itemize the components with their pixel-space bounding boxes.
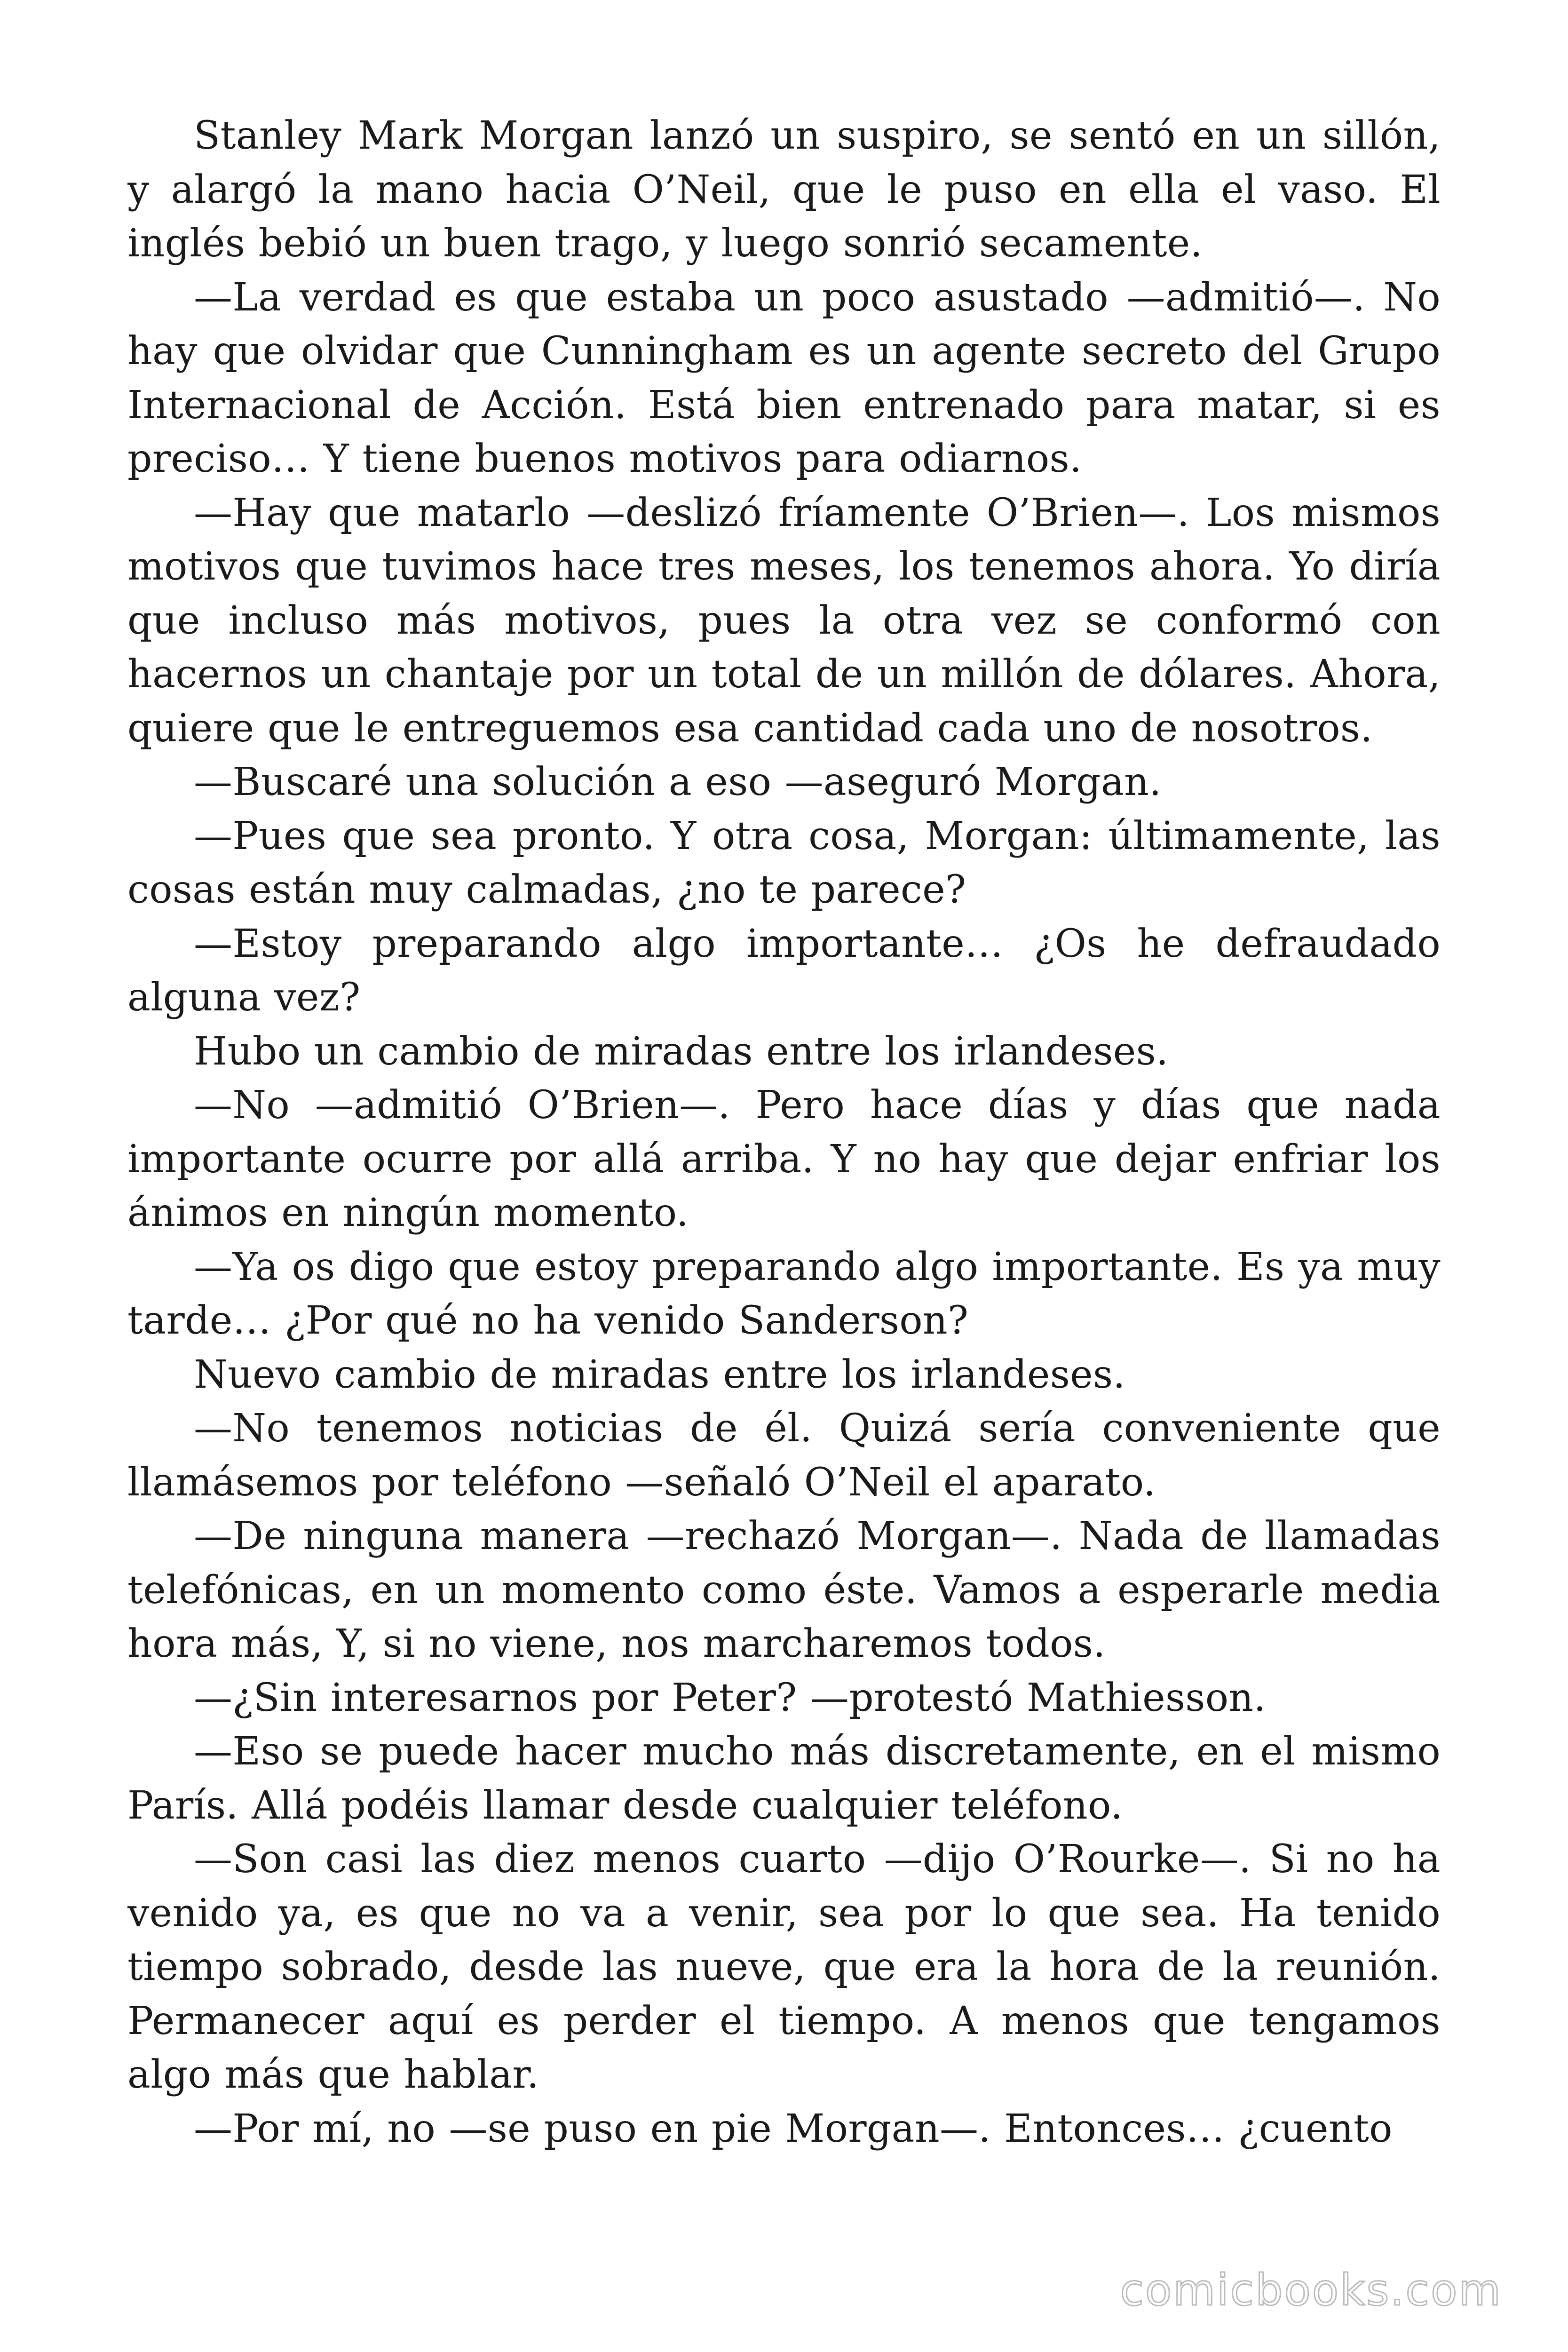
- paragraph: —Buscaré una solución a eso —aseguró Morgan.: [194, 760, 1162, 804]
- watermark: comicbooks.com: [1120, 2265, 1502, 2315]
- paragraph: Stanley Mark Morgan lanzó un suspiro, se sentó en un sillón, y alargó la mano hacia O’Neil, que le puso en ella el vaso. El inglés bebió un buen trago, y luego sonrió secamente.: [127, 113, 1441, 266]
- paragraph: —Estoy preparando algo importante… ¿Os he defraudado alguna vez?: [127, 921, 1441, 1020]
- paragraph: —Eso se puede hacer mucho más discretamente, en el mismo París. Allá podéis llamar desde cualquier teléfono.: [127, 1729, 1441, 1828]
- paragraph: —¿Sin interesarnos por Peter? —protestó Mathiesson.: [194, 1675, 1266, 1720]
- paragraph: —Son casi las diez menos cuarto —dijo O’Rourke—. Si no ha venido ya, es que no va a venir, sea por lo que sea. Ha tenido tiempo sobrado, desde las nueve, que era la hora de la reunión. Permanecer aquí es perder el tiempo. A menos que tengamos algo más que hablar.: [127, 1837, 1441, 2097]
- paragraph: —No tenemos noticias de él. Quizá sería conveniente que llamásemos por teléfono —señaló O’Neil el aparato.: [127, 1406, 1441, 1505]
- paragraph: —No —admitió O’Brien—. Pero hace días y días que nada importante ocurre por allá arriba. Y no hay que dejar enfriar los ánimos en ningún momento.: [127, 1083, 1441, 1235]
- paragraph: —Hay que matarlo —deslizó fríamente O’Brien—. Los mismos motivos que tuvimos hace tres meses, los tenemos ahora. Yo diría que incluso más motivos, pues la otra vez se conformó con hacernos un chantaje por un total de un millón de dólares. Ahora, quiere que le entreguemos esa cantidad cada uno de nosotros.: [127, 490, 1441, 751]
- paragraph: —Por mí, no —se puso en pie Morgan—. Entonces… ¿cuento: [194, 2106, 1393, 2151]
- book-page-text: [127, 109, 1441, 2198]
- paragraph: Nuevo cambio de miradas entre los irlandeses.: [194, 1352, 1125, 1397]
- paragraph: —De ninguna manera —rechazó Morgan—. Nada de llamadas telefónicas, en un momento como éste. Vamos a esperarle media hora más, Y, si no viene, nos marcharemos todos.: [127, 1514, 1441, 1666]
- paragraph: —Pues que sea pronto. Y otra cosa, Morgan: últimamente, las cosas están muy calmadas, ¿no te parece?: [127, 813, 1441, 912]
- paragraph: —La verdad es que estaba un poco asustado —admitió—. No hay que olvidar que Cunningham es un agente secreto del Grupo Internacional de Acción. Está bien entrenado para matar, si es preciso… Y tiene buenos motivos para odiarnos.: [127, 275, 1441, 481]
- paragraph: —Ya os digo que estoy preparando algo importante. Es ya muy tarde… ¿Por qué no ha venido Sanderson?: [127, 1244, 1441, 1343]
- paragraph: Hubo un cambio de miradas entre los irlandeses.: [194, 1029, 1169, 1074]
